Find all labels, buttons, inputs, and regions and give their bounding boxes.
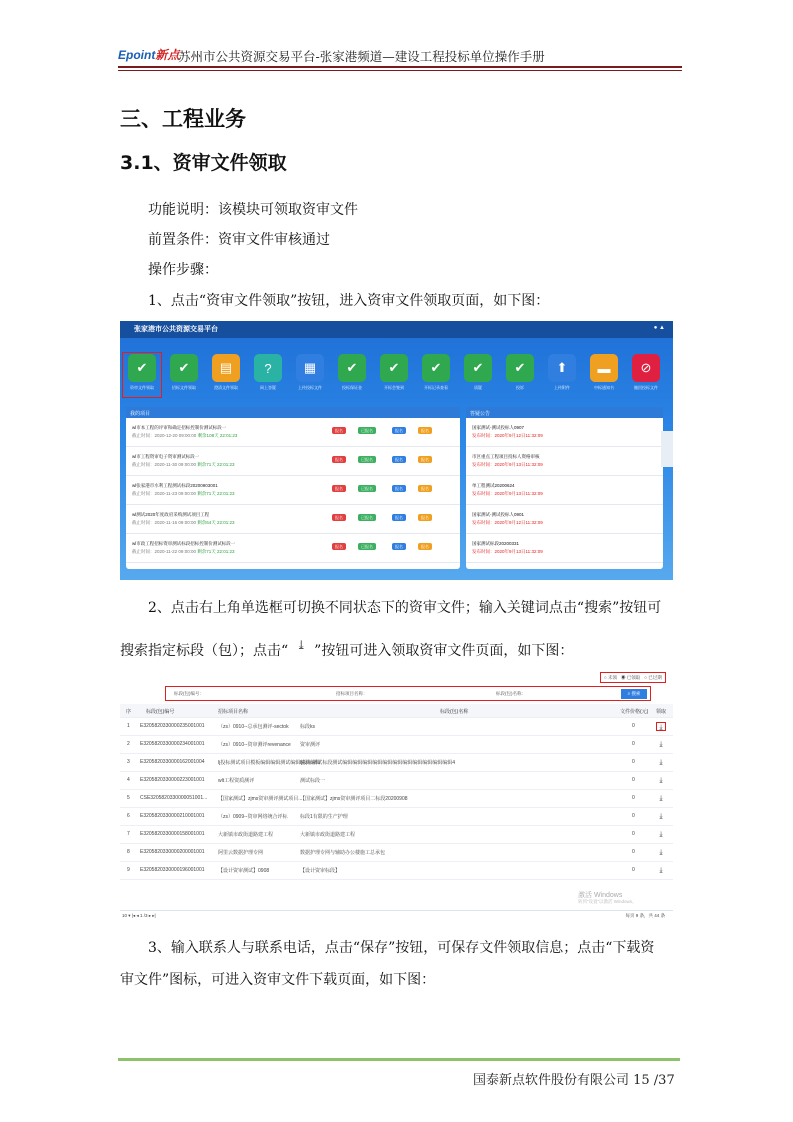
project-date: 截止时间：2020-12-20 09:00:00 剩余108天 22:01:23 (132, 433, 238, 438)
steps-label: 操作步骤： (148, 262, 218, 278)
user-icon[interactable]: ● ▲ (653, 325, 665, 331)
action-button-c[interactable]: 报名 (392, 543, 406, 550)
status-badge-b: 已报名 (358, 514, 376, 521)
notice-panel (466, 407, 663, 569)
project-date: 截止时间：2020-11-23 09:00:00 剩余71天 22:01:23 (132, 491, 235, 496)
table-row: 8 E3205820330000200001001 阿里云数据护理专网 数据护理专网与辅助办公楼施工总承包 0 ⤓ (120, 844, 673, 862)
precondition: 前置条件：资审文件审核通过 (148, 232, 330, 248)
table-row: 6 E3205820330000210001001 （zs）0909--资审网络统合评标 标段1有限的生产护理 0 ⤓ (120, 808, 673, 826)
status-badge-a: 报名 (332, 456, 346, 463)
project-row (126, 534, 460, 563)
page-header (118, 44, 682, 70)
check-icon: ✔ (506, 354, 534, 382)
action-button-d[interactable]: 报名 (418, 427, 432, 434)
app-topbar (120, 321, 673, 338)
upload-arrow-icon: ⬆ (548, 354, 576, 382)
check-icon: ✔ (464, 354, 492, 382)
action-button-d[interactable]: 报名 (418, 485, 432, 492)
project-row (126, 447, 460, 476)
header-rule-thin (118, 70, 682, 71)
download-icon[interactable]: ⤓ (656, 722, 666, 731)
my-projects-panel (126, 407, 460, 569)
tile-6[interactable] (376, 354, 412, 396)
download-icon[interactable]: ⤓ (659, 777, 663, 784)
check-icon: ✔ (338, 354, 366, 382)
footer-rule (118, 1058, 680, 1061)
notice-title: 国家测试标段20200331 (472, 541, 520, 546)
project-date: 截止时间：2020-11-30 09:00:00 剩余71天 22:01:23 (132, 462, 235, 467)
project-date: 截止时间：2020-11-22 09:00:00 剩余71天 22:01:23 (132, 549, 235, 554)
notice-row[interactable] (466, 476, 663, 505)
step3-line1: 3、输入联系人与联系电话，点击“保存”按钮，可保存文件领取信息；点击“下载资 (148, 940, 655, 956)
project-row (126, 418, 460, 447)
panel-title: 我的项目 (126, 407, 460, 418)
func-desc: 功能说明：该模块可领取资审文件 (148, 202, 358, 218)
function-tiles (124, 354, 669, 396)
tile-label: 开标会签到 (384, 385, 404, 390)
tile-label: 上传附件 (554, 385, 570, 390)
screenshot-file-list (120, 666, 673, 920)
search-field-code[interactable]: 标段(包)编号： (174, 691, 204, 696)
step1: 1、点击“资审文件领取”按钮，进入资审文件领取页面，如下图： (148, 293, 550, 309)
table-row: 1 E3205820330000235001001 （zs）0910--总承包测评-sectok 标段ks 0 ⤓ (120, 718, 673, 736)
download-icon[interactable]: ⤓ (659, 867, 663, 874)
tile-12[interactable] (628, 354, 664, 396)
tile-4[interactable] (292, 354, 328, 396)
status-badge-a: 报名 (332, 543, 346, 550)
table-row: 4 E3205820330000223001001 wlt工程资质测评 测试标段一 0 ⤓ (120, 772, 673, 790)
tile-3[interactable] (250, 354, 286, 396)
step2-line1: 2、点击右上角单选框可切换不同状态下的资审文件；输入关键词点击“搜索”按钮可 (148, 600, 662, 616)
status-badge-a: 报名 (332, 427, 346, 434)
search-field-section[interactable]: 标段(包)名称： (496, 691, 526, 696)
download-icon[interactable]: ⤓ (659, 759, 663, 766)
screenshot-dashboard (120, 321, 673, 580)
action-button-d[interactable]: 报名 (418, 543, 432, 550)
tile-label: 上传投标文件 (298, 385, 322, 390)
tile-label: 质疑 (474, 385, 482, 390)
notice-date: 发布时间：2020年9月13日11:32:09 (472, 491, 543, 496)
search-button[interactable]: ⌕ 搜索 (621, 689, 647, 699)
download-icon[interactable]: ⤓ (659, 849, 663, 856)
project-title[interactable]: wl市政工程招标资审测试标段招标控制价测试标段一 (132, 541, 236, 546)
status-radio[interactable]: ○ 未领 (604, 675, 617, 680)
check-icon: ✔ (128, 354, 156, 382)
pager-info: 每页 9 条，共 44 条 (625, 913, 665, 918)
question-icon: ? (254, 354, 282, 382)
side-widget[interactable] (661, 431, 673, 467)
tile-label: 投标保证金 (342, 385, 362, 390)
tile-5[interactable] (334, 354, 370, 396)
status-badge-a: 报名 (332, 514, 346, 521)
status-radio-group[interactable] (600, 672, 666, 683)
tile-2[interactable] (208, 354, 244, 396)
project-date: 截止时间：2020-11-16 09:00:00 剩余64天 22:01:23 (132, 520, 235, 525)
notice-date: 发布时间：2020年9月12日11:32:09 (472, 433, 543, 438)
notice-row[interactable] (466, 505, 663, 534)
status-badge-b: 已报名 (358, 485, 376, 492)
header-rule (118, 66, 682, 68)
pager-controls[interactable]: 10 ▾ |◂ ◂ 1 /3 ▸ ▸| (122, 913, 156, 918)
notice-title: 市区重点工程项目投标人资格审核 (472, 454, 540, 459)
windows-watermark: 激活 Windows (578, 892, 623, 899)
action-button-d[interactable]: 报名 (418, 514, 432, 521)
notice-date: 发布时间：2020年9月12日11:32:09 (472, 520, 543, 525)
section-title: 三、工程业务 (120, 107, 246, 131)
notice-date: 发布时间：2020年9月13日11:32:09 (472, 462, 543, 467)
panel-title: 答疑公告 (466, 407, 663, 418)
step2-line2: 搜索指定标段（包）；点击“ ⤓ ”按钮可进入领取资审文件页面，如下图： (120, 634, 573, 662)
tile-label: 中标通知书 (594, 385, 614, 390)
table-row: 7 E3205820330000158001001 大新镇市政街道路建工程 大新镇市政街道路建工程 0 ⤓ (120, 826, 673, 844)
windows-watermark-sub: 转到“设置”以激活 Windows。 (578, 899, 637, 904)
subsection-title: 3.1、资审文件领取 (120, 152, 287, 174)
tile-8[interactable] (460, 354, 496, 396)
tile-label: 资审文件领取 (130, 385, 154, 390)
action-button-d[interactable]: 报名 (418, 456, 432, 463)
notice-row[interactable] (466, 534, 663, 563)
search-icon: ⌕ (627, 691, 631, 696)
project-row (126, 476, 460, 505)
action-button-c[interactable]: 报名 (392, 456, 406, 463)
tile-10[interactable] (544, 354, 580, 396)
download-icon: ⤓ (296, 638, 307, 652)
download-icon[interactable]: ⤓ (659, 741, 663, 748)
status-badge-b: 已报名 (358, 456, 376, 463)
action-button-c[interactable]: 报名 (392, 427, 406, 434)
header-title: 苏州市公共资源交易平台-张家港频道—建设工程投标单位操作手册 (178, 49, 545, 64)
upload-icon: ▦ (296, 354, 324, 382)
footer-text: 国泰新点软件股份有限公司 15 /37 (473, 1073, 675, 1088)
download-icon[interactable]: ⤓ (659, 795, 663, 802)
tile-9[interactable] (502, 354, 538, 396)
download-icon[interactable]: ⤓ (659, 831, 663, 838)
check-icon: ✔ (422, 354, 450, 382)
tile-11[interactable] (586, 354, 622, 396)
project-title[interactable]: wl张家港市水利工程测试标段20200903001 (132, 483, 218, 488)
tile-label: 撤回投标文件 (634, 385, 658, 390)
tile-label: 澄清文件领取 (214, 385, 238, 390)
project-row (126, 505, 460, 534)
project-title[interactable]: wl市本工程的评审和确定招标控制价测试标段一 (132, 425, 227, 430)
tile-7[interactable] (418, 354, 454, 396)
check-icon: ✔ (380, 354, 408, 382)
tile-1[interactable] (166, 354, 202, 396)
project-title[interactable]: wl市工程资审电子资审测试标段一 (132, 454, 200, 459)
notice-date: 发布时间：2020年9月13日11:32:09 (472, 549, 543, 554)
tile-label: 网上答疑 (260, 385, 276, 390)
table-row: 2 E3205820330000234001001 （zs）0910--资审测评revenance 资审测评 0 ⤓ (120, 736, 673, 754)
download-icon[interactable]: ⤓ (659, 813, 663, 820)
check-icon: ✔ (170, 354, 198, 382)
tile-label: 投诉 (516, 385, 524, 390)
tile-label: 开标记录查看 (424, 385, 448, 390)
notice-row[interactable] (466, 447, 663, 476)
action-button-c[interactable]: 报名 (392, 514, 406, 521)
status-radio[interactable]: ◉ 已领取 (620, 675, 641, 680)
action-button-c[interactable]: 报名 (392, 485, 406, 492)
status-radio[interactable]: ○ 已过期 (644, 675, 662, 680)
file-table (120, 704, 673, 880)
notice-title: 国家测试-测试投标人0901 (472, 512, 525, 517)
search-bar (165, 686, 651, 701)
notice-row[interactable] (466, 418, 663, 447)
app-title: 张家港市公共资源交易平台 (134, 326, 218, 333)
status-badge-b: 已报名 (358, 543, 376, 550)
ban-icon: ⊘ (632, 354, 660, 382)
epoint-logo: Epoint新点 (118, 48, 180, 62)
doc-icon: ▤ (212, 354, 240, 382)
project-title[interactable]: wl测试2020年度政府采购测试项目工程 (132, 512, 210, 517)
status-badge-a: 报名 (332, 485, 346, 492)
tile-label: 招标文件领取 (172, 385, 196, 390)
folder-icon: ▬ (590, 354, 618, 382)
table-header: 序 标段(包)编号 招标项目名称 标段(包)名称 文件价格(元) 领取 (120, 704, 673, 718)
table-row: 9 E3205820330000196001001 【设计资审测试】0908 【设计资审标段】 0 ⤓ (120, 862, 673, 880)
step3-line2: 审文件”图标，可进入资审文件下载页面，如下图： (120, 972, 436, 988)
pager[interactable] (120, 910, 673, 920)
table-row: 3 E3205820330000162001004 lj投标测试项目模板编辑编辑测试编辑编辑编辑 lj投标测试标段测试编辑编辑编辑编辑编辑编辑编辑编辑编辑编辑编辑4 0 ⤓ (120, 754, 673, 772)
table-row: 5 CSE3205820330000051001... 【国家测试】zjms资审测评测试项目... 【国家测试】zjms资审测评项目二标段20200908 0 ⤓ (120, 790, 673, 808)
tile-0[interactable] (124, 354, 160, 396)
status-badge-b: 已报名 (358, 427, 376, 434)
notice-title: 国家测试-测试投标人0907 (472, 425, 525, 430)
search-field-project[interactable]: 招标项目名称： (336, 691, 368, 696)
notice-title: 单工程测试20200624 (472, 483, 515, 488)
